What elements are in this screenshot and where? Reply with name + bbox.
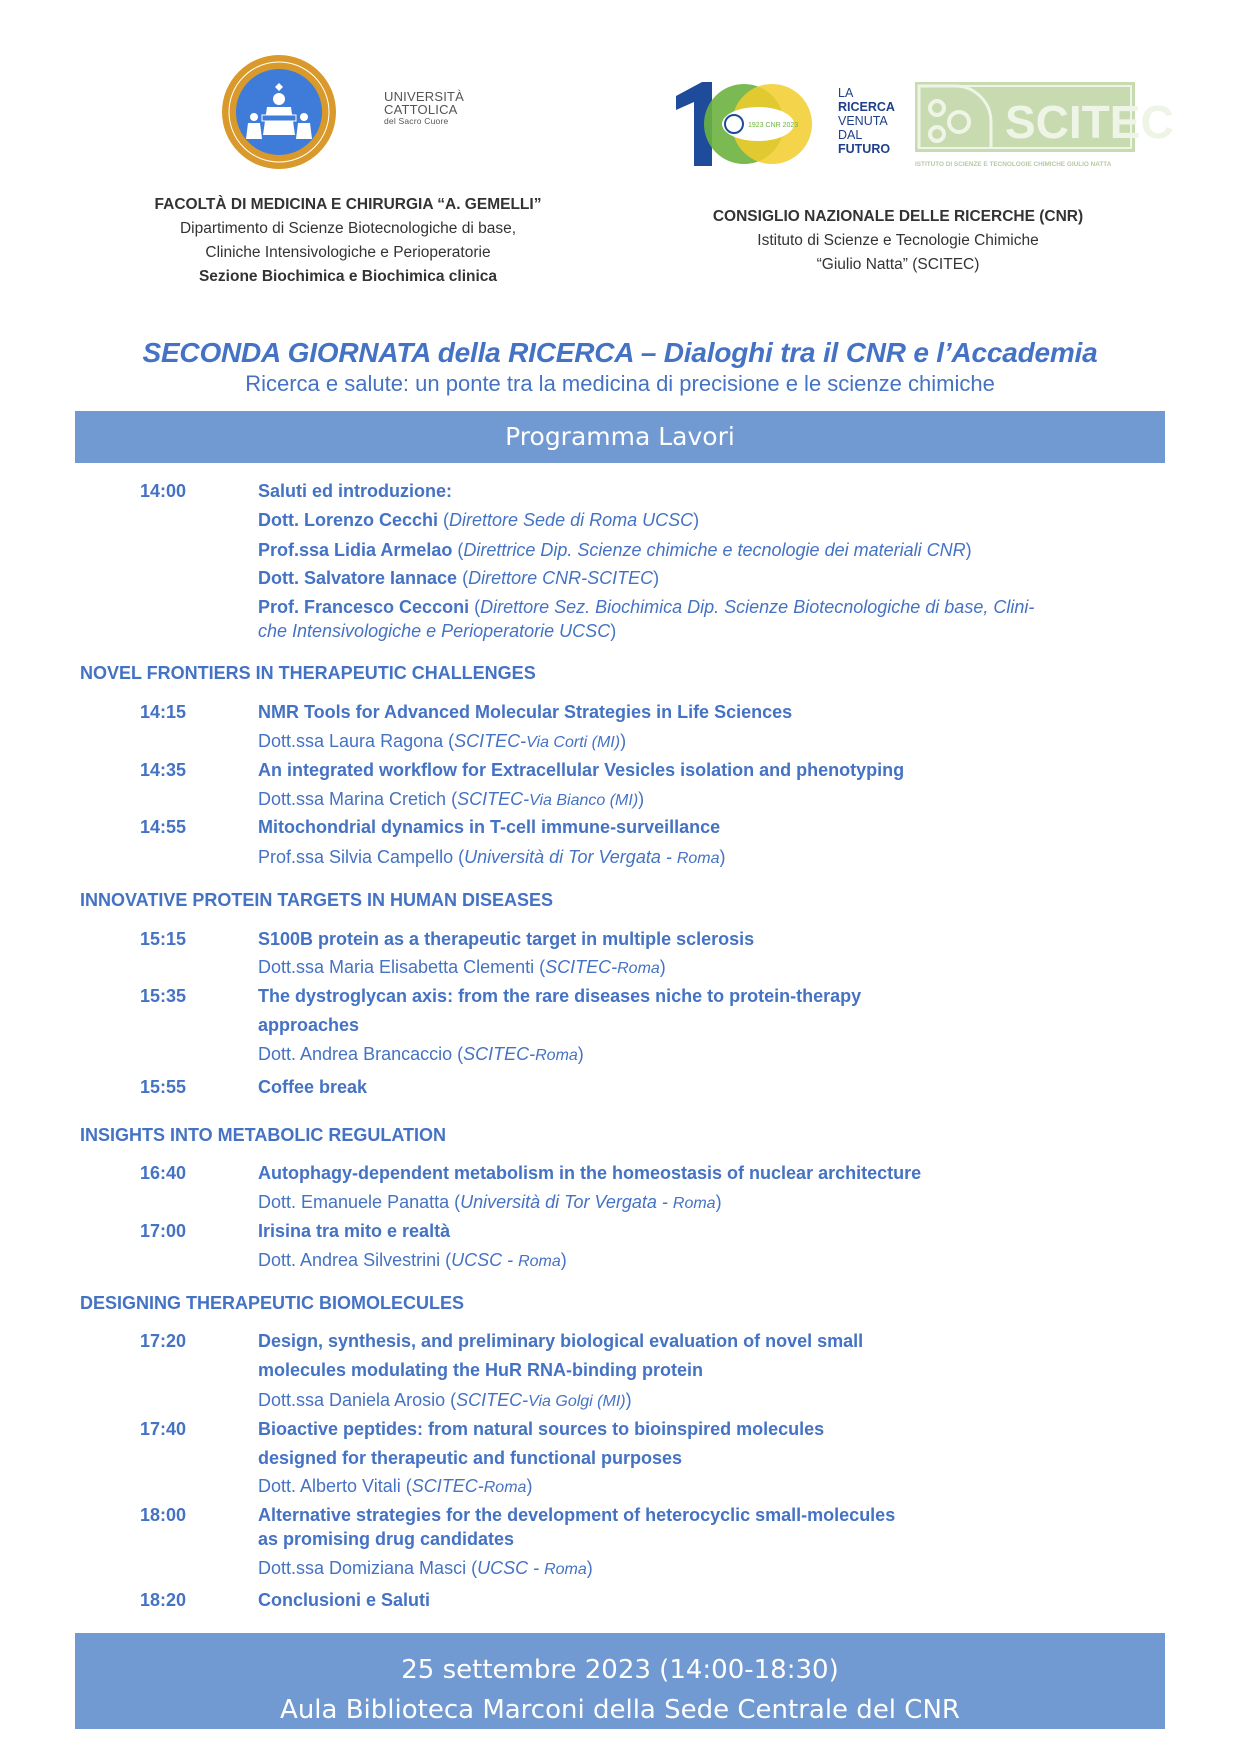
speaker-name: Dott.ssa Marina Cretich — [258, 789, 447, 809]
speaker-role: che Intensivologiche e Perioperatorie UCSC — [258, 621, 611, 641]
opening-speaker — [258, 509, 699, 531]
institution-left — [100, 193, 596, 289]
event-subtitle: Ricerca e salute: un ponte tra la medicina di precisione e le scienze chimiche — [245, 371, 995, 396]
paren-open: ( — [469, 597, 481, 617]
speaker-affiliation: SCITEC- — [545, 957, 618, 977]
paren-close: ) — [659, 957, 666, 977]
speaker-name: Dott. Andrea Silvestrini — [258, 1250, 441, 1270]
speaker-location: Roma — [518, 1253, 561, 1270]
opening-speaker — [258, 596, 1034, 618]
talk-speaker — [258, 1475, 532, 1497]
speaker-name: Dott. Salvatore Iannace — [258, 568, 458, 588]
time-slot: 18:20 — [140, 1590, 187, 1610]
paren-close: ) — [965, 540, 972, 560]
institution-right — [660, 205, 1136, 277]
talk-speaker — [258, 1389, 632, 1411]
talk-title: Bioactive peptides: from natural sources to bioinspired molecules — [258, 1419, 825, 1439]
speaker-name: Dott. Andrea Brancaccio — [258, 1044, 453, 1064]
speaker-affiliation: SCITEC- — [411, 1476, 484, 1496]
talk-speaker — [258, 788, 644, 810]
speaker-affiliation: SCITEC- — [457, 789, 530, 809]
cnr-slogan-line4: DAL — [838, 128, 863, 142]
department-line2: Cliniche Intensivologiche e Perioperatorie — [205, 244, 491, 261]
speaker-location: Via Golgi (MI) — [528, 1393, 626, 1410]
paren-close: ) — [610, 621, 617, 641]
speaker-affiliation: SCITEC- — [456, 1390, 529, 1410]
talk-speaker — [258, 730, 626, 752]
speaker-role: Direttore Sez. Biochimica Dip. Scienze Biotecnologiche di base, Clini- — [480, 597, 1035, 617]
talk-speaker — [258, 1557, 593, 1579]
paren-open: ( — [457, 568, 469, 588]
paren-close: ) — [560, 1250, 567, 1270]
speaker-affiliation: Università di Tor Vergata - — [460, 1192, 673, 1212]
talk-speaker — [258, 956, 666, 978]
speaker-name: Dott. Alberto Vitali — [258, 1476, 401, 1496]
paren-close: ) — [625, 1390, 632, 1410]
speaker-location: Roma — [672, 1195, 716, 1212]
talk-title: Mitochondrial dynamics in T-cell immune-surveillance — [258, 817, 721, 837]
speaker-role: Direttrice Dip. Scienze chimiche e tecnologie dei materiali CNR — [463, 540, 966, 560]
talk-title-cont: designed for therapeutic and functional purposes — [258, 1448, 683, 1468]
speaker-name: Dott.ssa Maria Elisabetta Clementi — [258, 957, 535, 977]
ucsc-line2: CATTOLICA — [384, 102, 458, 117]
speaker-location: Via Corti (MI) — [526, 734, 621, 751]
time-slot: 17:00 — [140, 1221, 187, 1241]
institute-line1: Istituto di Scienze e Tecnologie Chimiche — [757, 232, 1039, 249]
paren-close: ) — [638, 789, 645, 809]
talk-speaker — [258, 1043, 584, 1065]
cnr-slogan-line3: VENUTA — [838, 114, 888, 128]
paren-close: ) — [715, 1192, 722, 1212]
institute-line2: “Giulio Natta” (SCITEC) — [816, 256, 980, 273]
paren-open: ( — [449, 1192, 461, 1212]
speaker-location: Roma — [676, 850, 720, 867]
paren-open: ( — [453, 847, 465, 867]
footer-band — [75, 1633, 1165, 1729]
talk-title: Autophagy-dependent metabolism in the homeostasis of nuclear architecture — [258, 1163, 922, 1183]
time-slot: 14:55 — [140, 817, 187, 837]
talk-title: Alternative strategies for the development of heterocyclic small-molecules — [258, 1505, 896, 1525]
paren-close: ) — [693, 510, 700, 530]
speaker-location: Via Bianco (MI) — [529, 792, 639, 809]
paren-open: ( — [446, 789, 458, 809]
speaker-location: Roma — [617, 960, 660, 977]
event-venue: Aula Biblioteca Marconi della Sede Centrale del CNR — [280, 1695, 960, 1725]
paren-close: ) — [620, 731, 627, 751]
time-slot: 14:15 — [140, 702, 187, 722]
paren-close: ) — [586, 1558, 593, 1578]
opening-speaker-role-cont — [258, 620, 616, 642]
paren-open: ( — [438, 510, 450, 530]
section-heading: NOVEL FRONTIERS IN THERAPEUTIC CHALLENGES — [80, 663, 536, 683]
scitec-caption: ISTITUTO DI SCIENZE E TECNOLOGIE CHIMICHE GIULIO NATTA — [915, 161, 1112, 168]
event-title: SECONDA GIORNATA della RICERCA – Dialoghi tra il CNR e l’Accademia — [142, 337, 1098, 368]
scitec-logo — [915, 82, 1174, 170]
cnr-badge-text: 1923 CNR 2023 — [748, 122, 799, 129]
speaker-affiliation: UCSC - — [451, 1250, 519, 1270]
talk-title: Conclusioni e Saluti — [258, 1590, 431, 1610]
cnr-slogan — [838, 86, 895, 156]
paren-close: ) — [653, 568, 660, 588]
speaker-name: Prof. Francesco Cecconi — [258, 597, 470, 617]
time-slot: 15:55 — [140, 1077, 187, 1097]
ucsc-seal-logo — [222, 55, 336, 169]
cnr-name: CONSIGLIO NAZIONALE DELLE RICERCHE (CNR) — [712, 208, 1084, 225]
paren-open: ( — [443, 731, 455, 751]
paren-close: ) — [719, 847, 726, 867]
talk-speaker — [258, 1249, 567, 1271]
time-slot: 18:00 — [140, 1505, 187, 1525]
time-slot: 16:40 — [140, 1163, 187, 1183]
talk-title: S100B protein as a therapeutic target in multiple sclerosis — [258, 929, 755, 949]
faculty-name: FACOLTÀ DI MEDICINA E CHIRURGIA “A. GEMELLI” — [154, 196, 542, 213]
paren-open: ( — [440, 1250, 452, 1270]
speaker-name: Dott. Emanuele Panatta — [258, 1192, 450, 1212]
speaker-name: Dott.ssa Daniela Arosio — [258, 1390, 446, 1410]
speaker-affiliation: SCITEC- — [454, 731, 527, 751]
speaker-name: Dott.ssa Laura Ragona — [258, 731, 444, 751]
event-date: 25 settembre 2023 (14:00-18:30) — [401, 1655, 839, 1685]
department-line1: Dipartimento di Scienze Biotecnologiche di base, — [179, 220, 517, 237]
talk-title: Design, synthesis, and preliminary biological evaluation of novel small — [258, 1331, 864, 1351]
talk-speaker — [258, 846, 726, 868]
speaker-location: Roma — [483, 1479, 527, 1496]
section-heading: INSIGHTS INTO METABOLIC REGULATION — [80, 1125, 446, 1145]
talk-speaker — [258, 1191, 722, 1213]
ucsc-wordmark — [384, 90, 464, 126]
paren-open: ( — [452, 540, 464, 560]
speaker-name: Prof.ssa Lidia Armelao — [258, 540, 453, 560]
talk-title-cont: approaches — [258, 1015, 360, 1035]
speaker-location: Roma — [544, 1561, 587, 1578]
paren-open: ( — [534, 957, 546, 977]
time-slot: 15:15 — [140, 929, 187, 949]
speaker-name: Prof.ssa Silvia Campello — [258, 847, 454, 867]
talk-title: Coffee break — [258, 1077, 368, 1097]
opening-speaker — [258, 539, 972, 561]
paren-open: ( — [466, 1558, 478, 1578]
seal-figure-icon — [222, 55, 336, 169]
speaker-name: Dott. Lorenzo Cecchi — [258, 510, 439, 530]
opening-speaker — [258, 567, 659, 589]
cnr-slogan-line5: FUTURO — [838, 142, 891, 156]
talk-title-cont: as promising drug candidates — [258, 1529, 515, 1549]
paren-open: ( — [400, 1476, 412, 1496]
speaker-location: Roma — [535, 1047, 578, 1064]
time-slot: 15:35 — [140, 986, 187, 1006]
talk-title: The dystroglycan axis: from the rare diseases niche to protein-therapy — [258, 986, 862, 1006]
time-slot: 14:35 — [140, 760, 187, 780]
speaker-name: Dott.ssa Domiziana Masci — [258, 1558, 467, 1578]
program-header-band: Programma Lavori — [75, 411, 1165, 463]
section-heading: INNOVATIVE PROTEIN TARGETS IN HUMAN DISEASES — [80, 890, 554, 910]
talk-title: NMR Tools for Advanced Molecular Strategies in Life Sciences — [258, 702, 793, 722]
speaker-role: Direttore CNR-SCITEC — [468, 568, 654, 588]
cnr-slogan-line1: LA — [838, 86, 854, 100]
section-heading: DESIGNING THERAPEUTIC BIOMOLECULES — [80, 1293, 465, 1313]
talk-title: Saluti ed introduzione: — [258, 481, 452, 501]
ucsc-line1: UNIVERSITÀ — [384, 89, 465, 104]
time-slot: 14:00 — [140, 481, 187, 501]
speaker-affiliation: SCITEC- — [463, 1044, 536, 1064]
time-slot: 17:40 — [140, 1419, 187, 1439]
paren-open: ( — [445, 1390, 457, 1410]
talk-title: An integrated workflow for Extracellular Vesicles isolation and phenotyping — [258, 760, 905, 780]
speaker-affiliation: Università di Tor Vergata - — [464, 847, 677, 867]
cnr-slogan-line2: RICERCA — [838, 100, 895, 114]
section-name: Sezione Biochimica e Biochimica clinica — [198, 268, 498, 285]
scitec-wordmark: SCITEC — [1005, 96, 1174, 148]
time-slot: 17:20 — [140, 1331, 187, 1351]
speaker-role: Direttore Sede di Roma UCSC — [449, 510, 694, 530]
paren-close: ) — [526, 1476, 533, 1496]
cnr-100-logo — [672, 78, 812, 168]
paren-open: ( — [452, 1044, 464, 1064]
speaker-affiliation: UCSC - — [477, 1558, 545, 1578]
ucsc-line3: del Sacro Cuore — [384, 116, 449, 126]
paren-close: ) — [577, 1044, 584, 1064]
talk-title: Irisina tra mito e realtà — [258, 1221, 451, 1241]
talk-title-cont: molecules modulating the HuR RNA-binding protein — [258, 1360, 703, 1380]
